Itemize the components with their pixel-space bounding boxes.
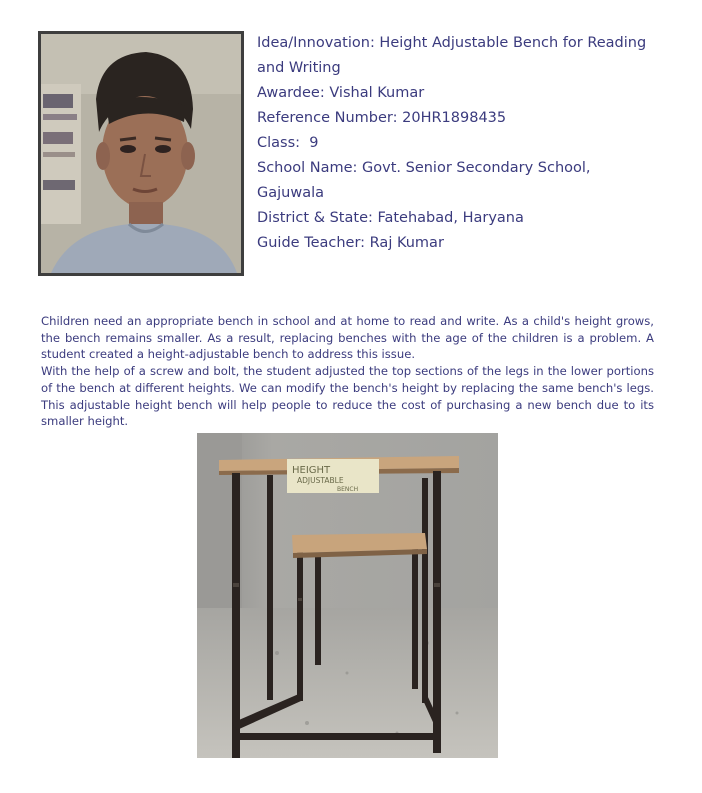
bench-illustration [197, 433, 498, 758]
sign-line-3: BENCH [337, 486, 359, 493]
description-paragraph-1: Children need an appropriate bench in school and at home to read and write. As a child's height grows, the bench remains smaller. As a result, replacing benches with the age of the children is a problem. A student created a height-adjustable bench to address this issue. [41, 314, 654, 362]
idea-title-line2: and Writing [257, 60, 341, 76]
guide-teacher: Guide Teacher: Raj Kumar [257, 235, 444, 251]
description-paragraph-2: With the help of a screw and bolt, the student adjusted the top sections of the legs in the lower portions of the bench at different heights. We can modify the bench's height by replacing the same bench's legs. This adjustable height bench will help people to reduce the cost of purchasing a new bench due to its smaller height. [41, 364, 654, 429]
class-info: Class: 9 [257, 135, 319, 151]
school-name-line2: Gajuwala [257, 185, 324, 201]
school-name-line1: School Name: Govt. Senior Secondary School, [257, 160, 591, 176]
idea-title-line1: Idea/Innovation: Height Adjustable Bench for Reading [257, 35, 647, 51]
innovation-description [41, 313, 654, 430]
awardee-photo [38, 31, 244, 276]
district-state: District & State: Fatehabad, Haryana [257, 210, 524, 226]
awardee-portrait-illustration [41, 34, 241, 273]
bench-photo [197, 433, 498, 758]
sign-line-2: ADJUSTABLE [297, 476, 344, 485]
reference-number: Reference Number: 20HR1898435 [257, 110, 507, 126]
awardee-name: Awardee: Vishal Kumar [257, 85, 425, 101]
award-details [257, 31, 677, 256]
sign-line-1: HEIGHT [292, 465, 331, 476]
